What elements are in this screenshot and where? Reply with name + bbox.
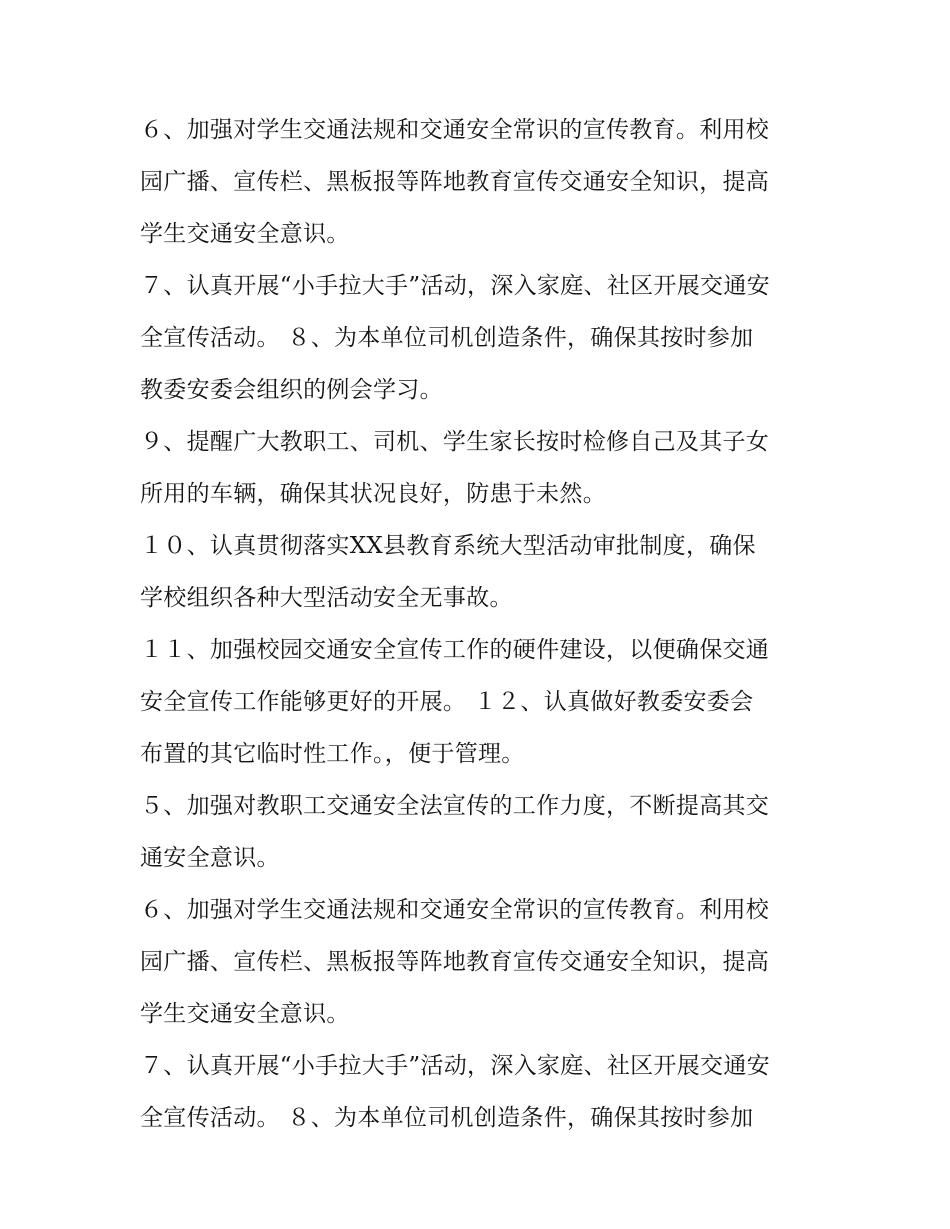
text-line: １０、认真贯彻落实XX县教育系统大型活动审批制度，确保 <box>140 533 756 559</box>
text-line: ６、加强对学生交通法规和交通安全常识的宣传教育。利用校 <box>140 897 770 923</box>
text-line: ９、提醒广大教职工、司机、学生家长按时检修自己及其子女 <box>140 429 770 455</box>
text-line: 安全宣传工作能够更好的开展。 １２、认真做好教委安委会 <box>140 689 754 715</box>
text-line: ７、认真开展“小手拉大手”活动，深入家庭、社区开展交通安 <box>140 273 770 299</box>
text-line: 教委安委会组织的例会学习。 <box>140 377 443 403</box>
text-line: ５、加强对教职工交通安全法宣传的工作力度，不断提高其交 <box>140 793 770 819</box>
text-line: 布置的其它临时性工作。，便于管理。 <box>140 741 525 767</box>
text-line: 所用的车辆，确保其状况良好，防患于未然。 <box>140 481 606 507</box>
text-line: 学生交通安全意识。 <box>140 221 350 247</box>
text-line: ６、加强对学生交通法规和交通安全常识的宣传教育。利用校 <box>140 117 770 143</box>
text-line: 通安全意识。 <box>140 845 280 871</box>
text-line: 全宣传活动。 ８、为本单位司机创造条件，确保其按时参加 <box>140 1105 754 1131</box>
text-line: 园广播、宣传栏、黑板报等阵地教育宣传交通安全知识，提高 <box>140 949 770 975</box>
text-line: ７、认真开展“小手拉大手”活动，深入家庭、社区开展交通安 <box>140 1053 770 1079</box>
text-line: 学生交通安全意识。 <box>140 1001 350 1027</box>
document-body <box>140 109 820 1149</box>
text-line: 全宣传活动。 ８、为本单位司机创造条件，确保其按时参加 <box>140 325 754 351</box>
text-line: 学校组织各种大型活动安全无事故。 <box>140 585 513 611</box>
text-line: １１、加强校园交通安全宣传工作的硬件建设，以便确保交通 <box>140 637 770 663</box>
text-line: 园广播、宣传栏、黑板报等阵地教育宣传交通安全知识，提高 <box>140 169 770 195</box>
